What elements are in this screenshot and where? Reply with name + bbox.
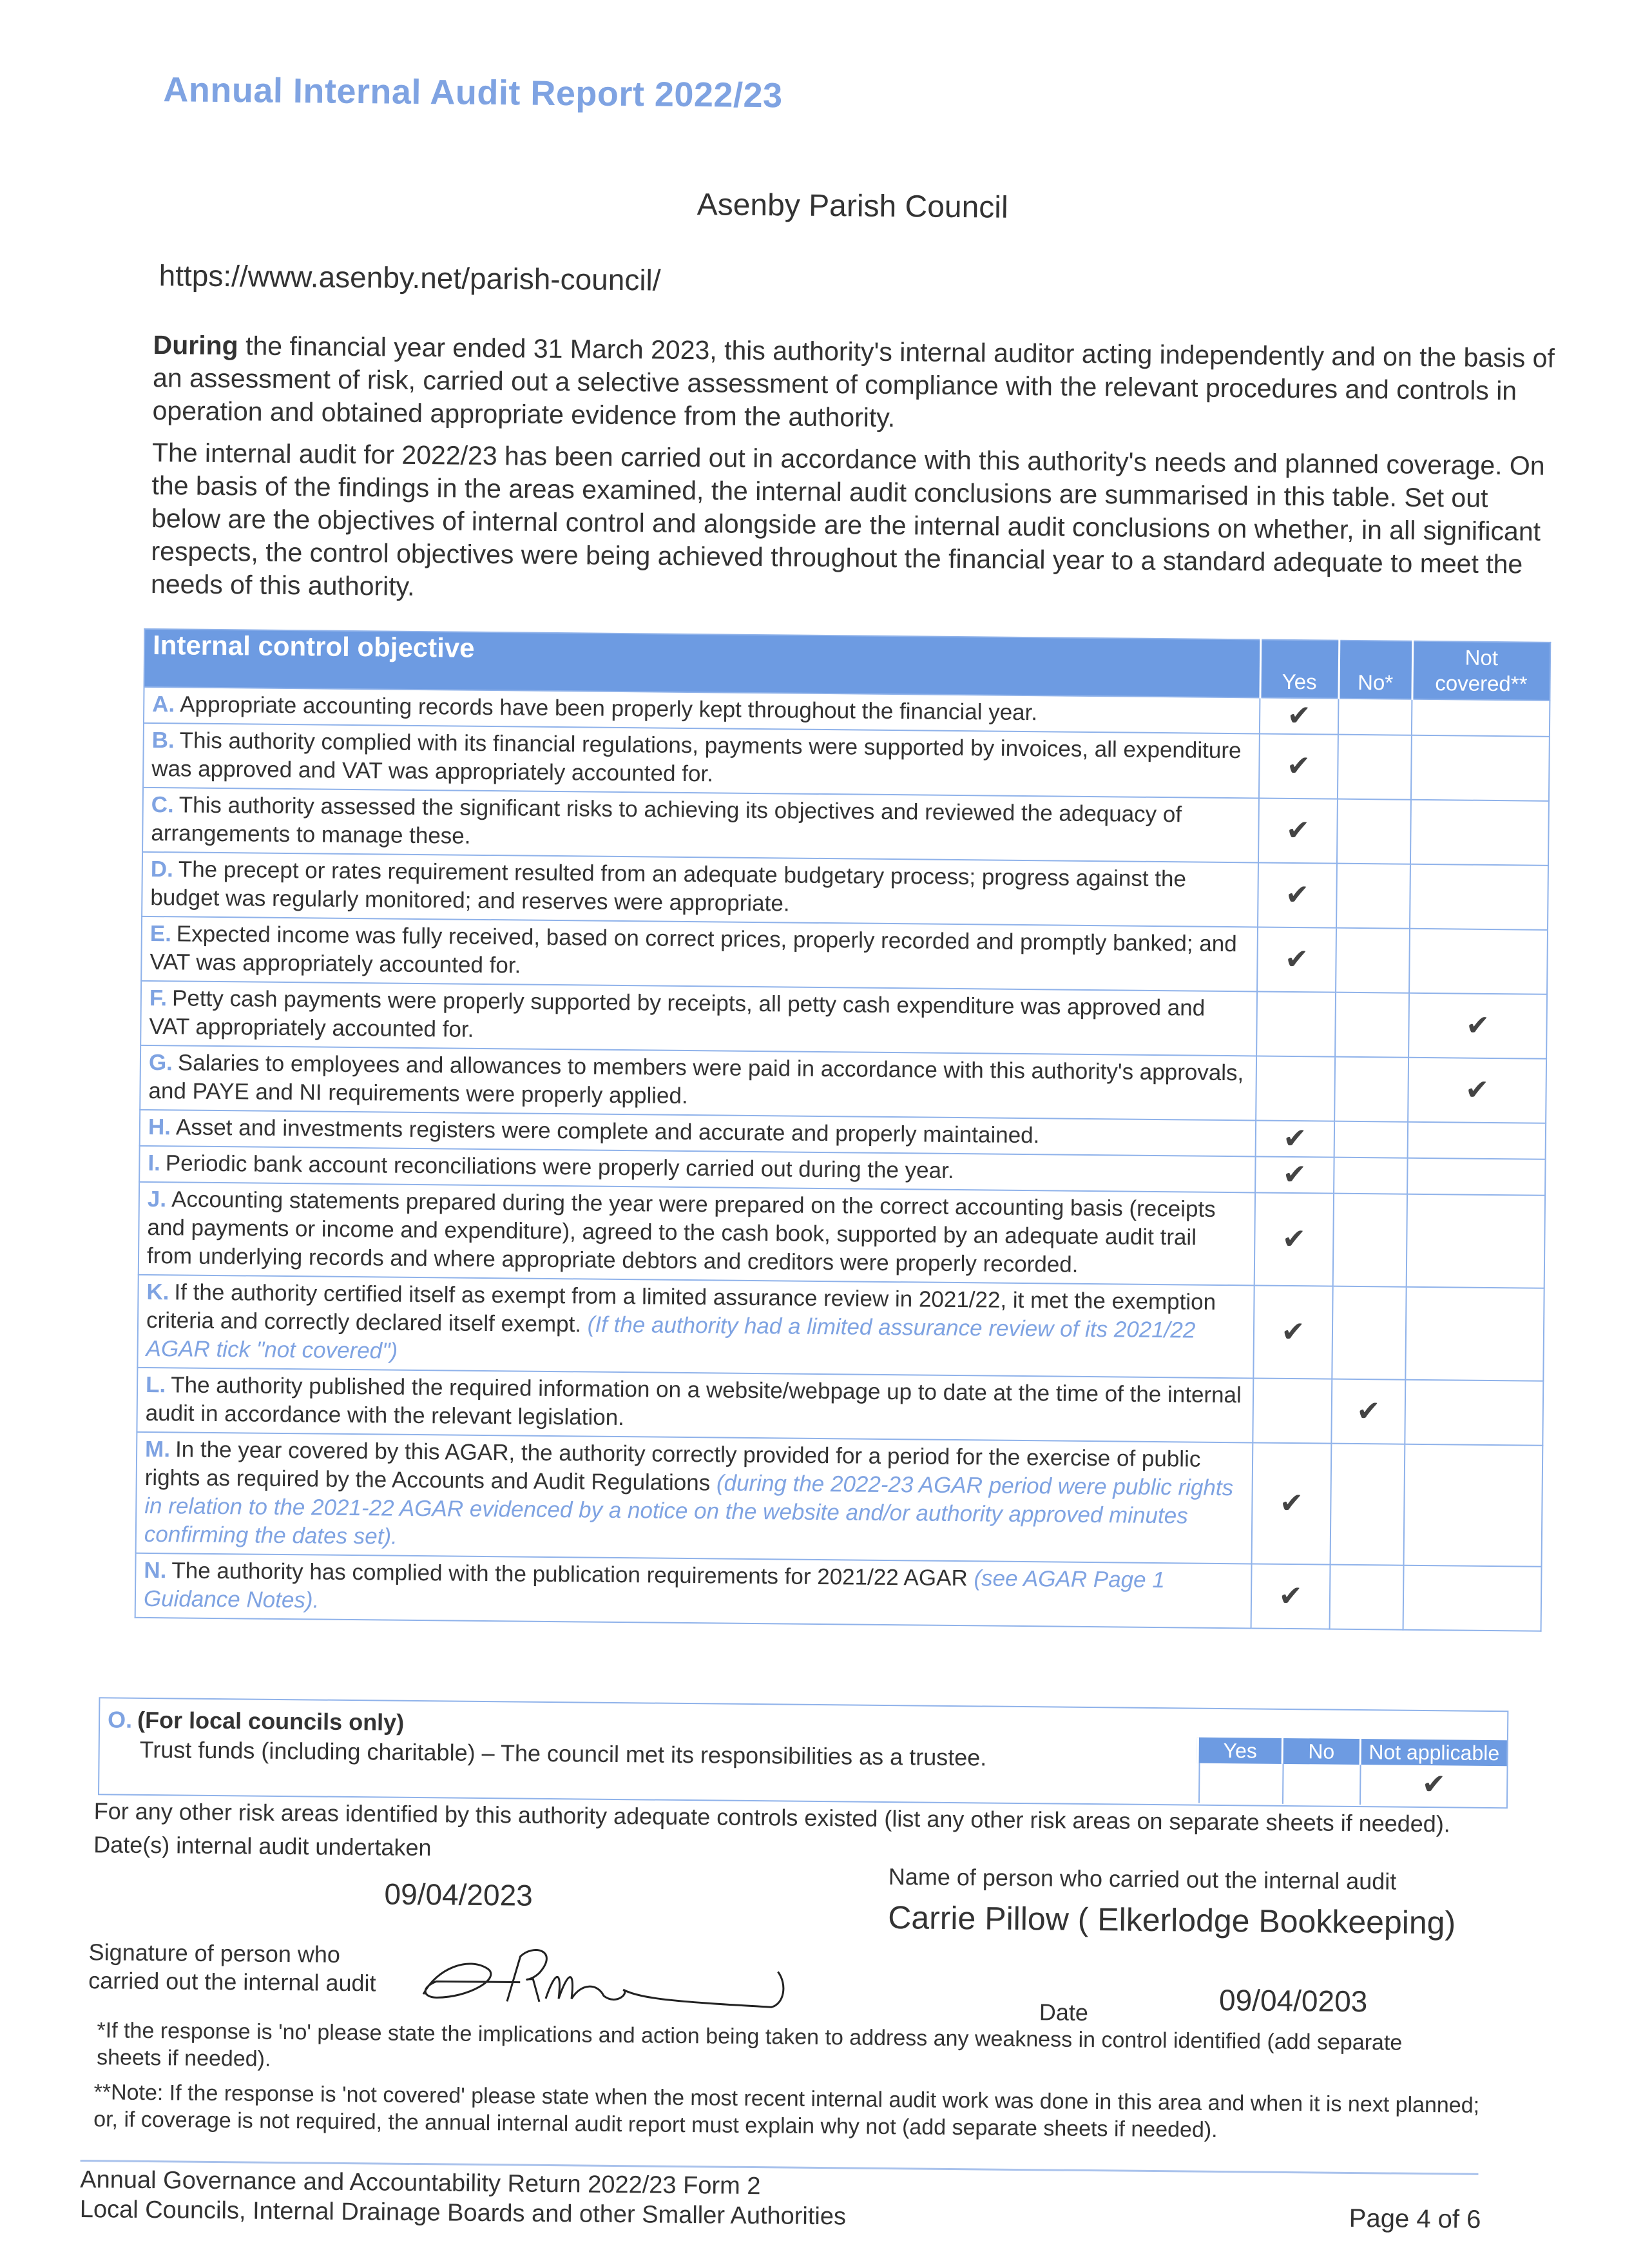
not-covered-cell[interactable] — [1412, 699, 1550, 737]
intro-paragraph-2: The internal audit for 2022/23 has been carried out in accordance with this authority's needs and planned coverage. On the basis of the findings in the areas examined, the internal audit conclusions are summarised in this table. Set out below are the objectives of internal control and alongside are the internal audit conclusions on whether, in all significant respects, the control objectives were being achieved throughout the financial year to a standard adequate to meet the needs of this authority. — [150, 437, 1545, 601]
no-cell[interactable] — [1334, 1057, 1408, 1122]
yes-cell[interactable] — [1257, 927, 1336, 992]
objective-cell — [137, 1368, 1253, 1443]
section-o-header-na: Not applicable — [1360, 1739, 1507, 1766]
objective-cell — [141, 916, 1258, 992]
section-o-yes-cell[interactable] — [1198, 1763, 1283, 1804]
objective-letter: I. — [148, 1150, 161, 1176]
yes-cell[interactable] — [1253, 1378, 1332, 1443]
not-covered-cell[interactable] — [1411, 735, 1550, 801]
objective-text: If the authority certified itself as exempt from a limited assurance review in 2021/22, it met the exemption criteria and correctly declared itself exempt. — [146, 1279, 1216, 1337]
tick-icon: ✔ — [1287, 699, 1311, 732]
no-cell[interactable] — [1334, 1158, 1408, 1194]
no-cell[interactable] — [1337, 799, 1411, 864]
report-title: Annual Internal Audit Report 2022/23 — [163, 70, 783, 115]
intro-lead-word: During — [153, 329, 238, 361]
yes-cell[interactable] — [1259, 733, 1338, 799]
no-cell[interactable] — [1336, 864, 1410, 929]
tick-icon: ✔ — [1281, 1315, 1305, 1348]
objective-cell — [140, 981, 1257, 1056]
section-o-header — [1197, 1738, 1507, 1767]
objective-text: This authority assessed the significant risks to achieving its objectives and reviewed the adequacy of arrangements to manage these. — [151, 792, 1182, 849]
yes-cell[interactable] — [1256, 1120, 1335, 1157]
objective-text: Petty cash payments were properly supported by receipts, all petty cash expenditure was approved and VAT appropriately accounted for. — [149, 985, 1206, 1042]
header-no: No* — [1338, 641, 1412, 699]
not-covered-cell[interactable] — [1404, 1444, 1543, 1567]
tick-icon: ✔ — [1356, 1395, 1381, 1428]
council-name: Asenby Parish Council — [697, 188, 1008, 225]
footnote-not-covered: **Note: If the response is 'not covered' please state when the most recent internal audit work was done in this area and when it is next planned; or, if coverage is not required, the annual internal audit report must explain why not (add separate sheets if needed). — [93, 2080, 1480, 2142]
objective-cell — [143, 723, 1260, 799]
other-risks-statement: For any other risk areas identified by this authority adequate controls existed (list any other risk areas on separate sheets if needed). — [93, 1798, 1451, 1837]
objective-text: Appropriate accounting records have been properly kept throughout the financial year. — [180, 692, 1038, 726]
yes-cell[interactable] — [1256, 991, 1336, 1056]
section-o-no-cell[interactable] — [1282, 1764, 1360, 1805]
yes-cell[interactable] — [1258, 798, 1338, 863]
footer-authority-types: Local Councils, Internal Drainage Boards and other Smaller Authorities — [79, 2196, 847, 2231]
auditor-name-label: Name of person who carried out the internal audit — [888, 1863, 1397, 1895]
table-body — [135, 687, 1550, 1631]
not-covered-cell[interactable] — [1405, 1287, 1544, 1381]
tick-icon: ✔ — [1465, 1009, 1490, 1042]
objective-cell — [142, 852, 1258, 927]
tick-icon: ✔ — [1285, 878, 1310, 911]
yes-cell[interactable] — [1253, 1285, 1332, 1379]
no-cell[interactable] — [1338, 735, 1412, 800]
objective-text: Salaries to employees and allowances to members were paid in accordance with this authority's approvals, and PAYE and NI requirements were properly applied. — [148, 1050, 1244, 1109]
section-o-title — [108, 1706, 404, 1736]
objective-text: Accounting statements prepared during the year were prepared on the correct accounting basis (receipts and payments or income and expenditure), agreed to the cash book, supported by an adequate audit trail from underlying records and where appropriate debtors and creditors were properly recorded. — [146, 1187, 1216, 1277]
objective-cell — [136, 1432, 1253, 1564]
audit-dates-value: 09/04/2023 — [384, 1877, 533, 1912]
yes-cell[interactable] — [1258, 862, 1337, 927]
table-row — [137, 1275, 1544, 1381]
no-cell[interactable] — [1338, 699, 1412, 735]
no-cell[interactable] — [1336, 928, 1410, 993]
signature-date-label: Date — [1039, 1999, 1089, 2026]
footnote-no: *If the response is 'no' please state the implications and action being taken to address any weakness in control identified (add separate sheets if needed). — [96, 2018, 1403, 2071]
no-cell[interactable] — [1335, 993, 1409, 1058]
intro-paragraph-1 — [152, 329, 1557, 441]
not-covered-cell[interactable] — [1410, 800, 1549, 866]
objective-letter: H. — [148, 1114, 171, 1140]
objective-letter: K. — [146, 1279, 169, 1305]
not-covered-cell[interactable] — [1408, 1122, 1546, 1159]
section-o-answers — [1198, 1763, 1507, 1807]
objective-letter: G. — [148, 1049, 173, 1076]
objective-cell — [135, 1553, 1252, 1629]
yes-cell[interactable] — [1256, 1056, 1335, 1121]
tick-icon: ✔ — [1278, 1580, 1303, 1613]
objective-text: Expected income was fully received, based on correct prices, properly recorded and promptly banked; and VAT was appropriately accounted for. — [149, 921, 1237, 978]
objective-text: Periodic bank account reconciliations were properly carried out during the year. — [165, 1150, 954, 1183]
yes-cell[interactable] — [1252, 1442, 1332, 1564]
footer-form-title: Annual Governance and Accountability Return 2022/23 Form 2 — [80, 2166, 761, 2200]
objective-letter: F. — [149, 985, 168, 1011]
objective-text: The authority has complied with the publication requirements for 2021/22 AGAR — [171, 1558, 974, 1591]
objective-letter: L. — [145, 1371, 166, 1398]
council-website: https://www.asenby.net/parish-council/ — [159, 258, 661, 297]
tick-icon: ✔ — [1286, 750, 1311, 782]
not-covered-cell[interactable] — [1405, 1380, 1543, 1446]
signature-label: Signature of person who carried out the internal audit — [88, 1939, 376, 1997]
audit-dates-label: Date(s) internal audit undertaken — [93, 1831, 432, 1861]
no-cell[interactable] — [1331, 1444, 1405, 1565]
section-o-header-no: No — [1282, 1738, 1360, 1765]
table-row — [139, 1182, 1545, 1288]
objective-text: The authority published the required information on a website/webpage up to date at the time of the internal audit in accordance with the relevant legislation. — [145, 1372, 1242, 1431]
objective-text: In the year covered by this AGAR, the authority correctly provided for a period for the exercise of public rights as required by the Accounts and Audit Regulations — [144, 1437, 1201, 1496]
tick-icon: ✔ — [1282, 1223, 1307, 1255]
not-covered-cell[interactable] — [1408, 1058, 1546, 1123]
objective-guidance-note: (during the 2022-23 AGAR period were public rights in relation to the 2021-22 AGAR evidenced by a notice on the website and/or authority approved minutes confirming the dates set). — [144, 1470, 1234, 1549]
objective-guidance-note: (see AGAR Page 1 Guidance Notes). — [143, 1565, 1165, 1613]
no-cell[interactable] — [1334, 1121, 1408, 1158]
yes-cell[interactable] — [1260, 698, 1339, 735]
objective-text: The precept or rates requirement resulted from an adequate budgetary process; progress against the budget was regularly monitored; and reserves were appropriate. — [150, 857, 1187, 916]
auditor-name-value: Carrie Pillow ( Elkerlodge Bookkeeping) — [887, 1899, 1456, 1941]
objective-cell — [140, 1045, 1256, 1121]
section-o-title-text: (For local councils only) — [137, 1706, 405, 1736]
intro-text — [151, 329, 1558, 623]
not-covered-cell[interactable] — [1407, 1194, 1545, 1288]
objective-letter: M. — [144, 1436, 171, 1462]
objective-letter: J. — [147, 1186, 167, 1212]
header-not-covered: Not covered** — [1412, 641, 1550, 701]
objective-cell — [139, 1182, 1255, 1286]
table-row — [135, 1553, 1542, 1631]
objective-text: This authority complied with its financial regulations, payments were supported by invoices, all expenditure was approved and VAT was appropriately accounted for. — [151, 728, 1242, 787]
yes-cell[interactable] — [1254, 1192, 1334, 1286]
section-o-header-yes: Yes — [1197, 1738, 1282, 1764]
not-covered-cell[interactable] — [1409, 929, 1548, 994]
not-covered-cell[interactable] — [1403, 1565, 1542, 1631]
page-number: Page 4 of 6 — [1349, 2204, 1481, 2234]
objective-letter: E. — [149, 920, 172, 947]
no-cell[interactable] — [1330, 1565, 1404, 1630]
objective-guidance-note: (If the authority had a limited assurance review of its 2021/22 AGAR tick "not covered") — [146, 1312, 1196, 1364]
objective-letter: N. — [144, 1557, 167, 1584]
not-covered-cell[interactable] — [1408, 993, 1547, 1059]
objective-cell — [142, 788, 1259, 863]
not-covered-cell[interactable] — [1407, 1158, 1546, 1196]
auditor-signature — [410, 1943, 823, 2017]
objective-letter: A. — [152, 691, 175, 717]
tick-icon: ✔ — [1285, 814, 1311, 847]
objective-letter: C. — [151, 791, 174, 818]
table-row — [136, 1432, 1543, 1567]
section-o-trust-funds — [98, 1697, 1508, 1808]
tick-icon: ✔ — [1465, 1074, 1490, 1106]
tick-icon: ✔ — [1279, 1487, 1304, 1520]
no-cell[interactable] — [1332, 1286, 1406, 1380]
tick-icon: ✔ — [1282, 1158, 1307, 1191]
not-covered-cell[interactable] — [1410, 864, 1548, 930]
objective-letter: D. — [150, 856, 173, 882]
objective-text: Asset and investments registers were complete and accurate and properly maintained. — [175, 1114, 1040, 1149]
section-o-letter: O. — [107, 1706, 133, 1733]
intro-paragraph-1-body: the financial year ended 31 March 2023, this authority's internal auditor acting independently and on the basis of an assessment of risk, carried out a selective assessment of compliance with the relevant procedures and controls in operation and obtained appropriate evidence from the authority. — [152, 331, 1555, 433]
no-cell[interactable] — [1331, 1379, 1405, 1444]
section-o-text: Trust funds (including charitable) – The council met its responsibilities as a trustee. — [139, 1736, 987, 1771]
tick-icon: ✔ — [1284, 943, 1309, 976]
no-cell[interactable] — [1333, 1194, 1407, 1287]
signature-date-value: 09/04/0203 — [1218, 1982, 1368, 2019]
objective-letter: B. — [151, 727, 175, 753]
tick-icon: ✔ — [1283, 1122, 1307, 1155]
yes-cell[interactable] — [1251, 1564, 1331, 1629]
header-objective: Internal control objective — [144, 629, 1261, 698]
objective-cell — [137, 1275, 1254, 1379]
section-o-na-cell[interactable] — [1360, 1765, 1507, 1806]
header-yes: Yes — [1260, 640, 1339, 699]
yes-cell[interactable] — [1255, 1156, 1334, 1193]
internal-control-table — [135, 628, 1552, 1632]
tick-icon: ✔ — [1421, 1768, 1446, 1801]
